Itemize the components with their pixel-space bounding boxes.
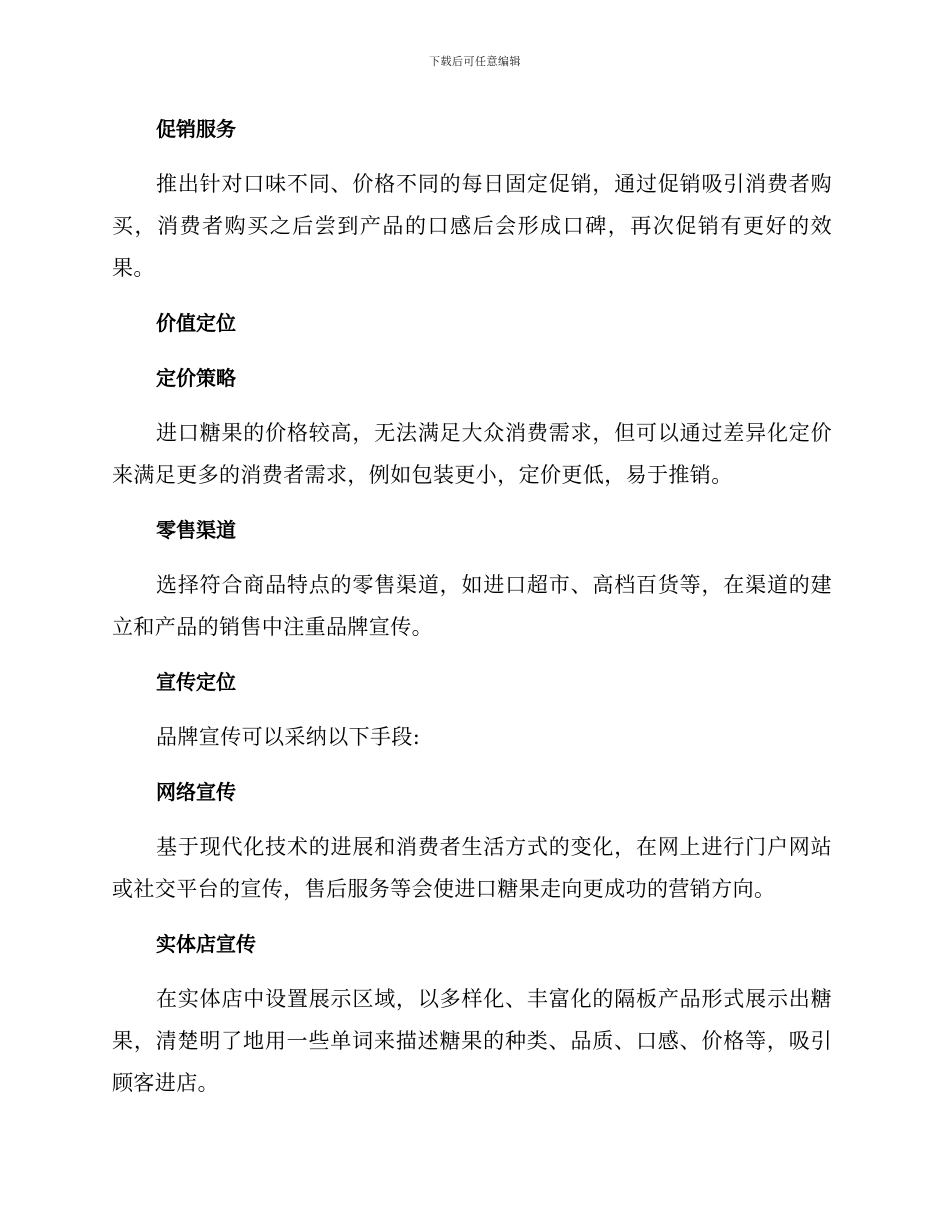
section-heading-pricing-strategy: 定价策略 — [156, 366, 236, 390]
paragraph-promotion-service: 推出针对口味不同、价格不同的每日固定促销，通过促销吸引消费者购买，消费者购买之后尝到产品的口感后会形成口碑，再次促销有更好的效果。 — [112, 172, 832, 280]
section-heading-retail-channels: 零售渠道 — [156, 518, 236, 542]
header-note: 下载后可任意编辑 — [429, 55, 521, 68]
section-heading-online-publicity: 网络宣传 — [156, 780, 236, 804]
paragraph-publicity-positioning: 品牌宣传可以采纳以下手段: — [156, 725, 421, 749]
paragraph-store-publicity: 在实体店中设置展示区域，以多样化、丰富化的隔板产品形式展示出糖果，清楚明了地用一些单词来描述糖果的种类、品质、口感、价格等，吸引顾客进店。 — [112, 987, 832, 1095]
section-heading-store-publicity: 实体店宣传 — [156, 932, 256, 956]
paragraph-pricing-strategy: 进口糖果的价格较高，无法满足大众消费需求，但可以通过差异化定价来满足更多的消费者需求，例如包装更小，定价更低，易于推销。 — [112, 421, 832, 487]
paragraph-online-publicity: 基于现代化技术的进展和消费者生活方式的变化，在网上进行门户网站或社交平台的宣传，售后服务等会使进口糖果走向更成功的营销方向。 — [112, 835, 832, 901]
paragraph-retail-channels: 选择符合商品特点的零售渠道，如进口超市、高档百货等，在渠道的建立和产品的销售中注重品牌宣传。 — [112, 573, 832, 639]
section-heading-publicity-positioning: 宣传定位 — [156, 670, 236, 694]
section-heading-promotion-service: 促销服务 — [156, 117, 236, 141]
document-body — [112, 108, 832, 1117]
section-heading-value-positioning: 价值定位 — [156, 311, 236, 335]
